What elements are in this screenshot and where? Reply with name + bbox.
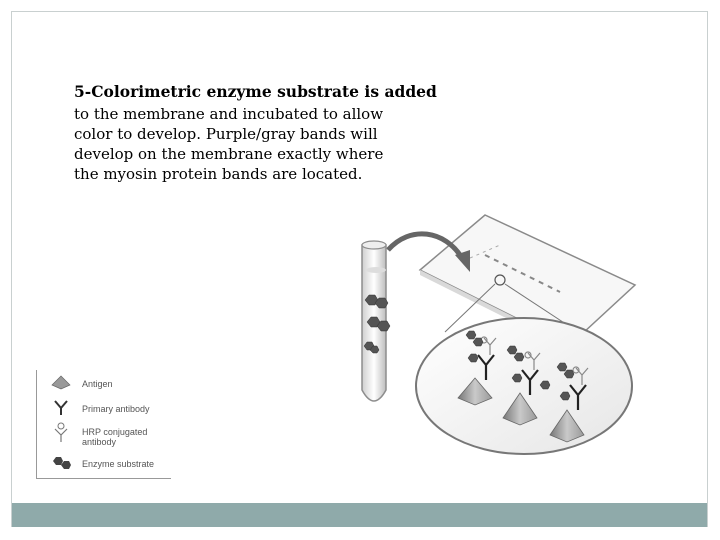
body-line-1: to the membrane and incubated to allow bbox=[74, 105, 384, 123]
legend-label-hrp-antibody: HRP conjugated antibody bbox=[82, 427, 148, 447]
hrp-antibody-icon bbox=[51, 422, 71, 444]
enzyme-substrate-icon bbox=[51, 456, 73, 470]
body-line-3: develop on the membrane exactly where bbox=[74, 145, 384, 163]
magnified-view bbox=[416, 318, 632, 454]
body-line-4: the myosin protein bands are located. bbox=[74, 165, 363, 183]
test-tube bbox=[362, 241, 390, 401]
antigen-icon bbox=[51, 375, 71, 391]
footer-bar bbox=[12, 503, 707, 527]
legend-label-primary-antibody: Primary antibody bbox=[82, 404, 150, 414]
legend-label-antigen: Antigen bbox=[82, 379, 113, 389]
legend-label-enzyme-substrate: Enzyme substrate bbox=[82, 459, 155, 469]
slide-heading: 5-Colorimetric enzyme substrate is added bbox=[74, 82, 437, 101]
primary-antibody-icon bbox=[51, 400, 71, 416]
legend bbox=[36, 370, 171, 479]
body-line-2: color to develop. Purple/gray bands will bbox=[74, 125, 378, 143]
